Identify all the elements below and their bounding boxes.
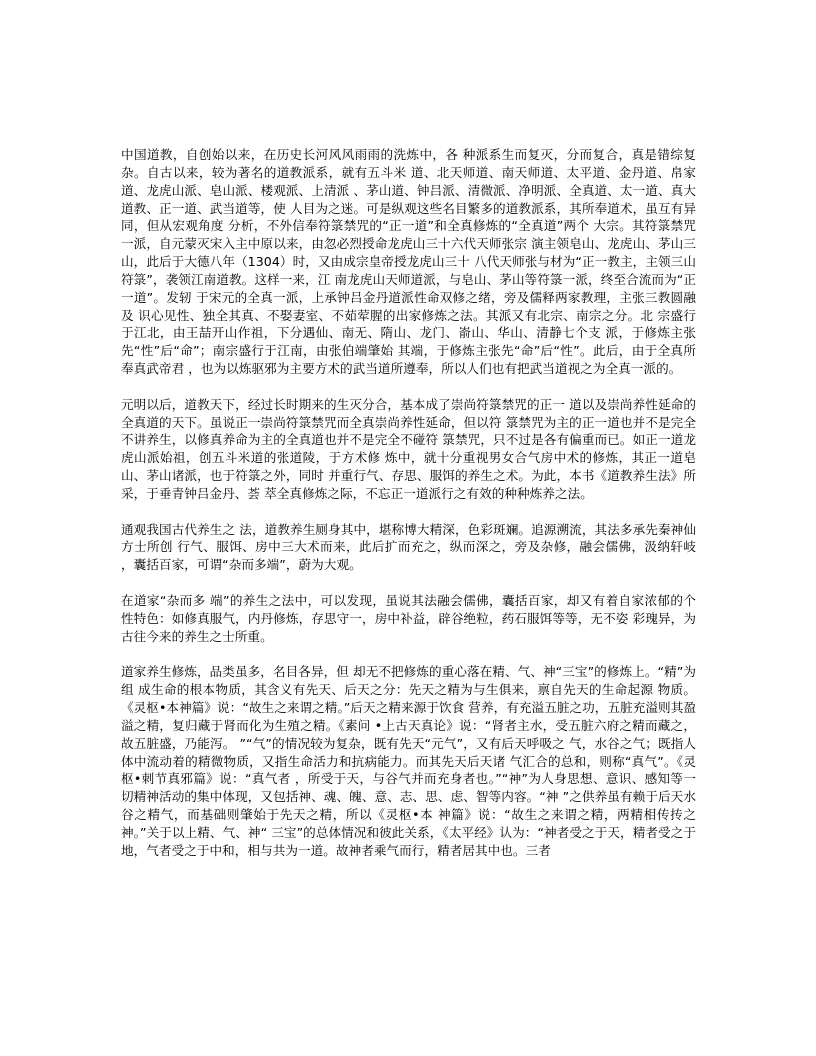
paragraph-1: 中国道教，自创始以来，在历史长河风风雨雨的洗炼中，各 种派系生而复灭，分而复合，真是错综复杂。自古以来，较为著名的道教派系，就有五斗米 道、北天师道、南天师道、太平道、金丹道、帛家道、龙虎山派、皂山派、楼观派、上清派 、茅山道、钟吕派、清微派、净明派、全真道、太一道、真大道教、正一道、武当道等，使 人目为之迷。可是纵观这些名目繁多的道教派系，其所奉道术，虽互有异同，但从宏观角度 分析，不外信奉符箓禁咒的“正一道”和全真修炼的“全真道”两个 大宗。其符箓禁咒一派，自元蒙灭宋入主中原以来，由忽必烈授命龙虎山三十六代天师张宗 演主领皂山、龙虎山、茅山三山，此后于大德八年（1304）时，又由成宗皇帝授龙虎山三十 八代天师张与材为“正一教主，主领三山符箓”，袭领江南道教。这样一来，江 南龙虎山天师道派，与皂山、茅山等符箓一派，终至合流而为“正一道”。发轫 于宋元的全真一派，上承钟吕金丹道派性命双修之绪，旁及儒释两家教理，主张三教圆融及 识心见性、独全其真、不娶妻室、不茹荤腥的出家修炼之法。其派又有北宗、南宗之分。北 宗盛行于江北，由王喆开山作祖，下分遇仙、南无、隋山、龙门、嵛山、华山、清静七个支 派，于修炼主张先“性”后“命”；南宗盛行于江南，由张伯端肇始 其端，于修炼主张先“命”后“性”。此后，由于全真所奉真武帝君 ，也为以炼驱邪为主要方术的武当道所遵奉，所以人们也有把武当道视之为全真一派的。 — [121, 147, 696, 377]
paragraph-5: 道家养生修炼，品类虽多，名目各异，但 却无不把修炼的重心落在精、气、神“三宝”的修炼上。“精”为组 成生命的根本物质，其含义有先天、后天之分：先天之精为与生俱来，禀自先天的生命起源 物质。《灵枢•本神篇》说：“故生之来谓之精。”后天之精来源于饮食 营养，有充溢五脏之功，五脏充溢则其盈溢之精，复归藏于肾而化为生殖之精。《素问 •上古天真论》说：“肾者主水，受五脏六府之精而藏之，故五脏盛，乃能泻。 ”“气”的情况较为复杂，既有先天“元气”，又有后天呼吸之 气，水谷之气；既指人体中流动着的精微物质，又指生命活力和抗病能力。而其先天后天诸 气汇合的总和，则称“真气”。《灵枢•刺节真邪篇》说：“真气者 ，所受于天，与谷气并而充身者也。”“神”为人身思想、意识、感知等一 切精神活动的集中体现，又包括神、魂、魄、意、志、思、虑、智等内容。“神 ”之供养虽有赖于后天水谷之精气，而基础则肇始于先天之精，所以《灵枢•本 神篇》说：“故生之来谓之精，两精相传抟之神。”关于以上精、气、神“ 三宝”的总体情况和彼此关系，《太平经》认为：“神者受之于天，精者受之于 地，气者受之于中和，相与共为一道。故神者乘气而行，精者居其中也。三者 — [121, 664, 696, 858]
paragraph-2: 元明以后，道教天下，经过长时期来的生灭分合，基本成了崇尚符箓禁咒的正一 道以及崇尚养性延命的全真道的天下。虽说正一崇尚符箓禁咒而全真崇尚养性延命，但以符 箓禁咒为主的正一道也并不是完全不讲养生，以修真养命为主的全真道也并不是完全不碰符 箓禁咒，只不过是各有偏重而已。如正一道龙虎山派始祖，创五斗米道的张道陵，于方术修 炼中，就十分重视男女合气房中术的修炼，其正一道皂山、茅山诸派，也于符箓之外，同时 并重行气、存思、服饵的养生之术。为此，本书《道教养生法》所采，于垂青钟吕金丹、荟 萃全真修炼之际，不忘正一道派行之有效的种种炼养之法。 — [121, 396, 696, 501]
paragraph-4: 在道家“杂而多 端”的养生之法中，可以发现，虽说其法融会儒佛，囊括百家，却又有着自家浓郁的个 性特色：如修真服气，内丹修炼，存思守一，房中补益，辟谷绝粒，药石服饵等等，无不姿 彩瑰异，为古往今来的养生之士所重。 — [121, 592, 696, 644]
document-text-body — [121, 146, 696, 860]
paragraph-3: 通观我国古代养生之 法，道教养生厕身其中，堪称博大精深，色彩斑斓。追源溯流，其法多承先秦神仙方士所创 行气、服饵、房中三大术而来，此后扩而充之，纵而深之，旁及杂修，融会儒佛，汲纳轩岐 ，囊括百家，可谓“杂而多端”，蔚为大观。 — [121, 521, 696, 573]
